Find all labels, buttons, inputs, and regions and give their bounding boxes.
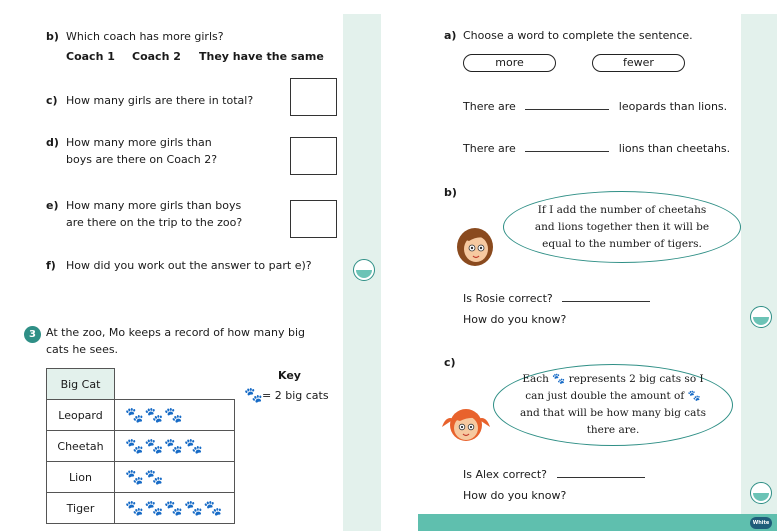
question-f-text: How did you work out the answer to part e)? xyxy=(66,259,312,272)
question-d-line1: How many more girls than xyxy=(66,136,212,149)
row-name-cheetah: Cheetah xyxy=(47,431,115,462)
table-header-empty xyxy=(115,369,235,400)
question-e-line1: How many more girls than boys xyxy=(66,199,242,212)
question-d-label: d) xyxy=(46,136,59,149)
discussion-icon xyxy=(353,259,375,281)
footer-bar xyxy=(418,514,777,531)
key-text: = 2 big cats xyxy=(262,389,329,402)
table-row xyxy=(47,431,235,462)
alex-speech-bubble xyxy=(493,364,733,446)
question-d-line2: boys are there on Coach 2? xyxy=(66,153,218,166)
answer-box-d[interactable] xyxy=(290,137,337,175)
paw-icon-row-lion: 🐾🐾 xyxy=(115,462,235,493)
rosie-answer-blank[interactable] xyxy=(562,301,650,302)
question-3-number: 3 xyxy=(24,326,41,343)
paw-icon-row-leopard: 🐾🐾🐾 xyxy=(115,400,235,431)
table-row xyxy=(47,493,235,524)
rosie-question-1-text: Is Rosie correct? xyxy=(463,292,553,305)
table-row xyxy=(47,400,235,431)
option-coach-2[interactable]: Coach 2 xyxy=(132,50,181,63)
sentence-2-end: lions than cheetahs. xyxy=(618,142,731,155)
rosie-bubble-line3: equal to the number of tigers. xyxy=(542,237,702,250)
rosie-avatar-icon xyxy=(455,225,495,267)
paw-icon-row-tiger: 🐾🐾🐾🐾🐾 xyxy=(115,493,235,524)
discussion-icon xyxy=(750,482,772,504)
question-b-label: b) xyxy=(46,30,59,43)
row-name-leopard: Leopard xyxy=(47,400,115,431)
rosie-speech-bubble xyxy=(503,191,741,263)
paw-icon: 🐾 xyxy=(552,373,566,385)
publisher-logo: White xyxy=(750,517,772,529)
key-paw-icon: 🐾 xyxy=(244,386,263,404)
rosie-bubble-line2: and lions together then it will be xyxy=(534,220,710,233)
alex-avatar-icon xyxy=(440,405,492,443)
sentence-2-start: There are xyxy=(463,142,516,155)
answer-box-c[interactable] xyxy=(290,78,337,116)
question-3-line2: cats he sees. xyxy=(46,343,119,356)
alex-question-1 xyxy=(463,468,645,481)
sentence-2-blank[interactable] xyxy=(525,151,609,152)
question-b-right-label: b) xyxy=(444,186,457,199)
alex-bubble-line2 xyxy=(520,388,706,405)
word-option-fewer[interactable]: fewer xyxy=(592,54,685,72)
rosie-question-1 xyxy=(463,292,650,305)
alex-bubble-each: Each xyxy=(522,373,549,385)
pictogram-table xyxy=(46,368,235,524)
question-f-label: f) xyxy=(46,259,56,272)
alex-question-1-text: Is Alex correct? xyxy=(463,468,547,481)
word-option-more[interactable]: more xyxy=(463,54,556,72)
question-c-right-label: c) xyxy=(444,356,456,369)
table-row xyxy=(47,462,235,493)
alex-answer-blank[interactable] xyxy=(557,477,645,478)
rosie-bubble-line1: If I add the number of cheetahs xyxy=(537,203,707,216)
question-e-label: e) xyxy=(46,199,59,212)
sentence-1-blank[interactable] xyxy=(525,109,609,110)
rosie-question-2: How do you know? xyxy=(463,313,567,326)
question-3-line1: At the zoo, Mo keeps a record of how many big xyxy=(46,326,305,339)
sentence-1-start: There are xyxy=(463,100,516,113)
question-a-text: Choose a word to complete the sentence. xyxy=(463,29,693,42)
row-name-tiger: Tiger xyxy=(47,493,115,524)
row-name-lion: Lion xyxy=(47,462,115,493)
option-coach-1[interactable]: Coach 1 xyxy=(66,50,115,63)
key-title: Key xyxy=(278,369,301,382)
question-e-line2: are there on the trip to the zoo? xyxy=(66,216,243,229)
question-b-text: Which coach has more girls? xyxy=(66,30,224,43)
discussion-icon xyxy=(750,306,772,328)
question-c-label: c) xyxy=(46,94,58,107)
margin-strip-right xyxy=(741,14,777,531)
table-header-big-cat: Big Cat xyxy=(47,369,115,400)
alex-bubble-line1 xyxy=(520,371,706,388)
question-c-text: How many girls are there in total? xyxy=(66,94,254,107)
question-a-label: a) xyxy=(444,29,457,42)
alex-question-2: How do you know? xyxy=(463,489,567,502)
alex-bubble-line3: and that will be how many big cats xyxy=(519,407,707,419)
alex-bubble-line4: there are. xyxy=(586,424,640,436)
answer-box-e[interactable] xyxy=(290,200,337,238)
paw-icon: 🐾 xyxy=(687,390,701,402)
alex-bubble-line2-text: can just double the amount of xyxy=(525,390,685,402)
option-same[interactable]: They have the same xyxy=(199,50,324,63)
sentence-2 xyxy=(463,142,730,155)
sentence-1 xyxy=(463,100,727,113)
alex-bubble-line1-end: represents 2 big cats so I xyxy=(568,373,704,385)
sentence-1-end: leopards than lions. xyxy=(618,100,728,113)
paw-icon-row-cheetah: 🐾🐾🐾🐾 xyxy=(115,431,235,462)
